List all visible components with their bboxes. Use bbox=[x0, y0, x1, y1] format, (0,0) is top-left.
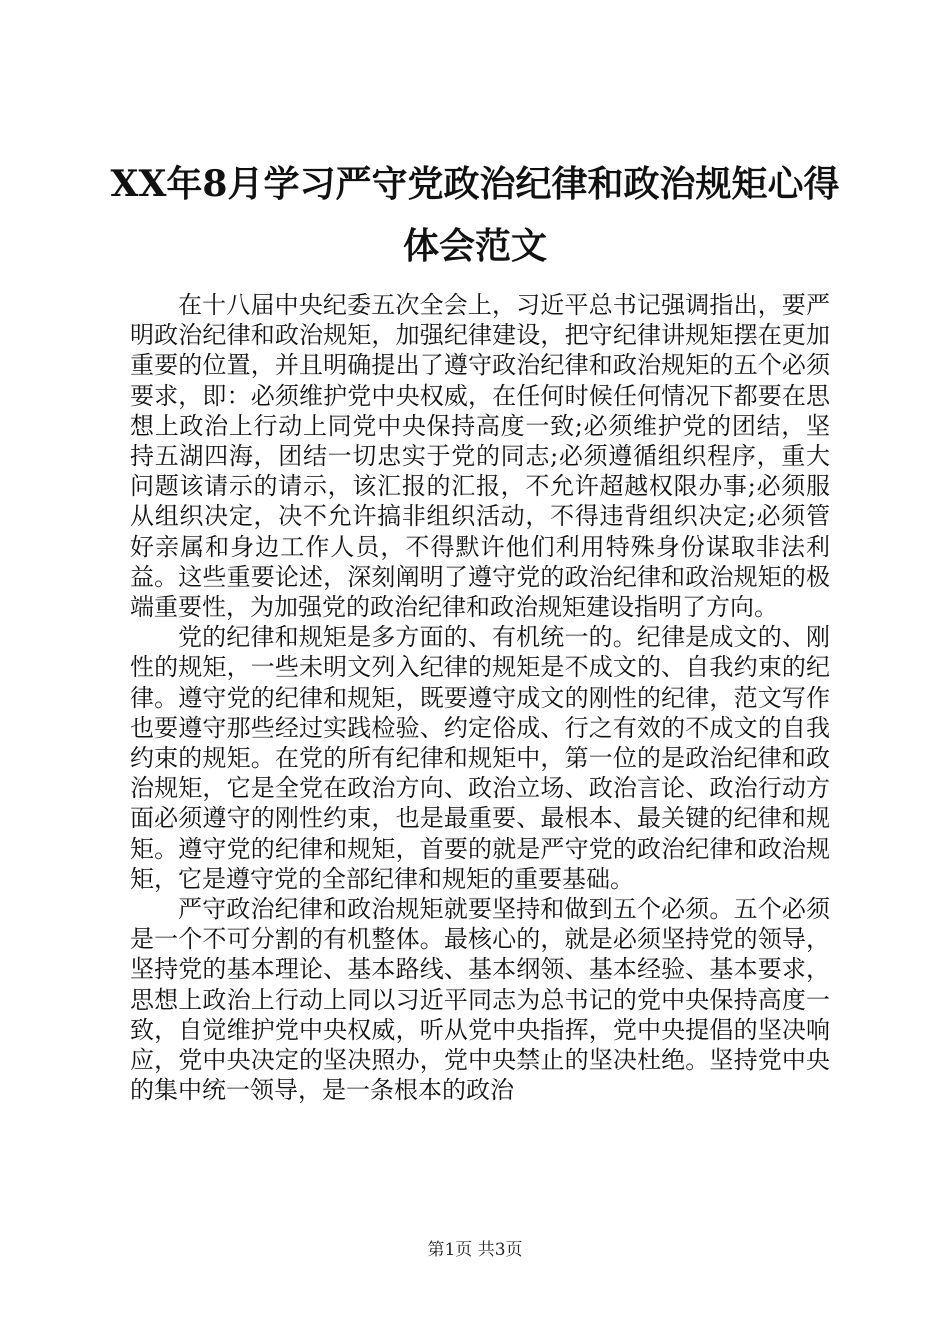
body-paragraph-3: 严守政治纪律和政治规矩就要坚持和做到五个必须。五个必须是一个不可分割的有机整体。最核心的，就是必须坚持党的领导，坚持党的基本理论、基本路线、基本纲领、基本经验、基本要求，思想上政治上行动上同以习近平同志为总书记的党中央保持高度一致，自觉维护党中央权威，听从党中央指挥，党中央提倡的坚决响应，党中央决定的坚决照办，党中央禁止的坚决杜绝。坚持党中央的集中统一领导，是一条根本的政治 bbox=[130, 895, 830, 1105]
document-body bbox=[130, 290, 830, 1105]
body-paragraph-1: 在十八届中央纪委五次全会上，习近平总书记强调指出，要严明政治纪律和政治规矩，加强纪律建设，把守纪律讲规矩摆在更加重要的位置，并且明确提出了遵守政治纪律和政治规矩的五个必须要求，即：必须维护党中央权威，在任何时候任何情况下都要在思想上政治上行动上同党中央保持高度一致;必须维护党的团结，坚持五湖四海，团结一切忠实于党的同志;必须遵循组织程序，重大问题该请示的请示，该汇报的汇报，不允许超越权限办事;必须服从组织决定，决不允许搞非组织活动，不得违背组织决定;必须管好亲属和身边工作人员，不得默许他们利用特殊身份谋取非法利益。这些重要论述，深刻阐明了遵守党的政治纪律和政治规矩的极端重要性，为加强党的政治纪律和政治规矩建设指明了方向。 bbox=[130, 291, 830, 622]
document-title-line-2: 体会范文 bbox=[402, 225, 547, 267]
body-paragraph-2: 党的纪律和规矩是多方面的、有机统一的。纪律是成文的、刚性的规矩，一些未明文列入纪律的规矩是不成文的、自我约束的纪律。遵守党的纪律和规矩，既要遵守成文的刚性的纪律，范文写作也要遵守那些经过实践检验、约定俗成、行之有效的不成文的自我约束的规矩。在党的所有纪律和规矩中，第一位的是政治纪律和政治规矩，它是全党在政治方向、政治立场、政治言论、政治行动方面必须遵守的刚性约束，也是最重要、最根本、最关键的纪律和规矩。遵守党的纪律和规矩，首要的就是严守党的政治纪律和政治规矩，它是遵守党的全部纪律和规矩的重要基础。 bbox=[130, 623, 830, 893]
document-title-line-1: XX年8月学习严守党政治纪律和政治规矩心得 bbox=[110, 163, 840, 205]
page-number-footer: 第1页 共3页 bbox=[427, 1240, 523, 1260]
